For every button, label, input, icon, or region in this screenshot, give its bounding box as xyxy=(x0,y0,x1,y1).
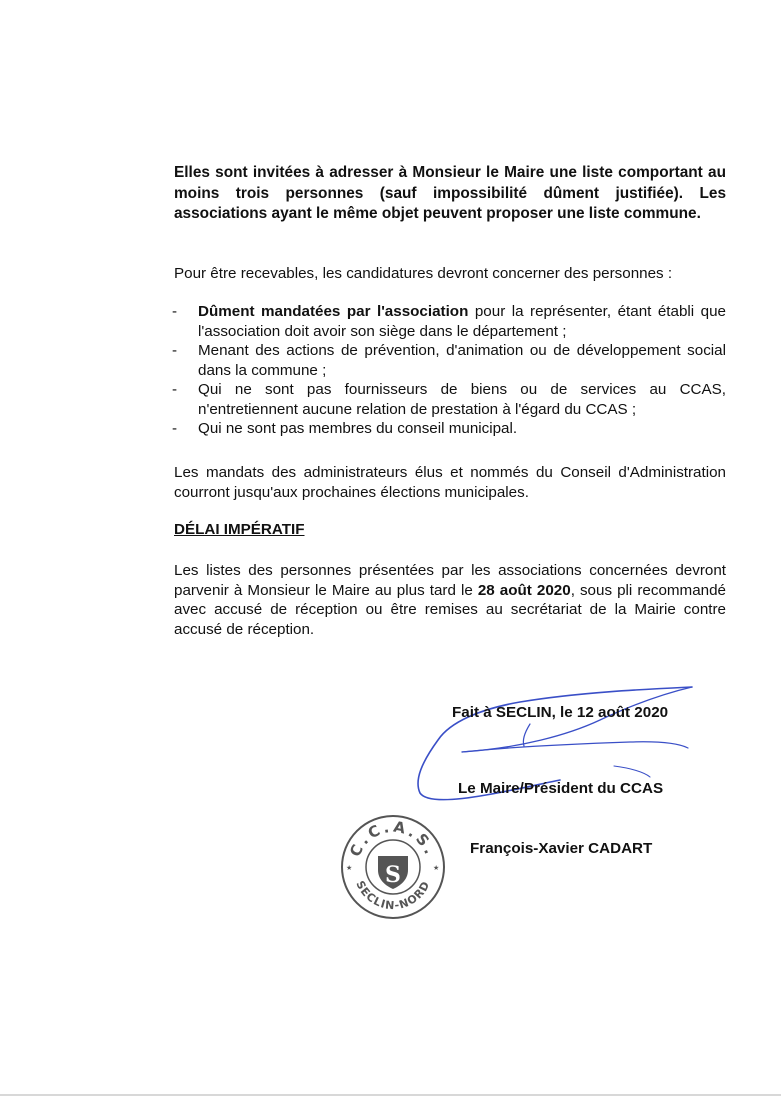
criteria-list xyxy=(172,302,726,439)
deadline-paragraph xyxy=(174,561,726,639)
intro-text: Pour être recevables, les candidatures devront concerner des personnes : xyxy=(174,265,673,282)
list-item xyxy=(172,419,726,439)
deadline-text-start: Les listes des personnes présentées par les associations concernées devront parvenir à Monsieur le Maire au plus tard le xyxy=(174,562,726,599)
list-item xyxy=(172,380,726,419)
list-item-text: Menant des actions de prévention, d'animation ou de développement social dans la commune ; xyxy=(198,342,726,379)
list-item-strong: Dûment mandatées par l'association xyxy=(198,303,469,320)
star-icon: ★ xyxy=(346,865,353,872)
deadline-text-end: , sous pli recommandé avec accusé de réception ou être remises au secrétariat de la Mairie contre accusé de réception. xyxy=(174,581,726,638)
bullet-dash: - xyxy=(172,303,178,320)
list-item xyxy=(172,302,726,341)
stamp-top-text: C.C.A.S. xyxy=(345,817,441,860)
section-heading: DÉLAI IMPÉRATIF xyxy=(174,521,305,538)
scan-edge-line xyxy=(0,1094,781,1096)
signatory-role: Le Maire/Président du CCAS xyxy=(458,780,664,797)
list-item xyxy=(172,341,726,380)
stamp-bottom-text: SECLIN-NORD xyxy=(353,878,433,913)
list-item-text: Qui ne sont pas membres du conseil municipal. xyxy=(198,420,518,437)
stamp-center-letter: S xyxy=(385,862,401,888)
ccas-stamp-seal xyxy=(338,812,448,922)
place-date: Fait à SECLIN, le 12 août 2020 xyxy=(452,704,669,721)
list-item-text: pour la représenter, étant établi que l'association doit avoir son siège dans le département ; xyxy=(198,303,726,340)
paragraph-invitation: Elles sont invitées à adresser à Monsieur le Maire une liste comportant au moins trois personnes (sauf impossibilité dûment justifiée). Les associations ayant le même objet peuvent proposer une liste commune. xyxy=(174,164,726,222)
mandats-paragraph: Les mandats des administrateurs élus et nommés du Conseil d'Administration courront jusqu'aux prochaines élections municipales. xyxy=(174,464,726,501)
bullet-dash: - xyxy=(172,381,178,398)
list-item-text: Qui ne sont pas fournisseurs de biens ou de services au CCAS, n'entretiennent aucune relation de prestation à l'égard du CCAS ; xyxy=(198,381,726,418)
deadline-date: 28 août 2020 xyxy=(477,581,571,599)
bullet-dash: - xyxy=(172,420,178,437)
star-icon: ★ xyxy=(433,865,440,872)
signatory-name: François-Xavier CADART xyxy=(470,840,653,857)
bullet-dash: - xyxy=(172,342,178,359)
